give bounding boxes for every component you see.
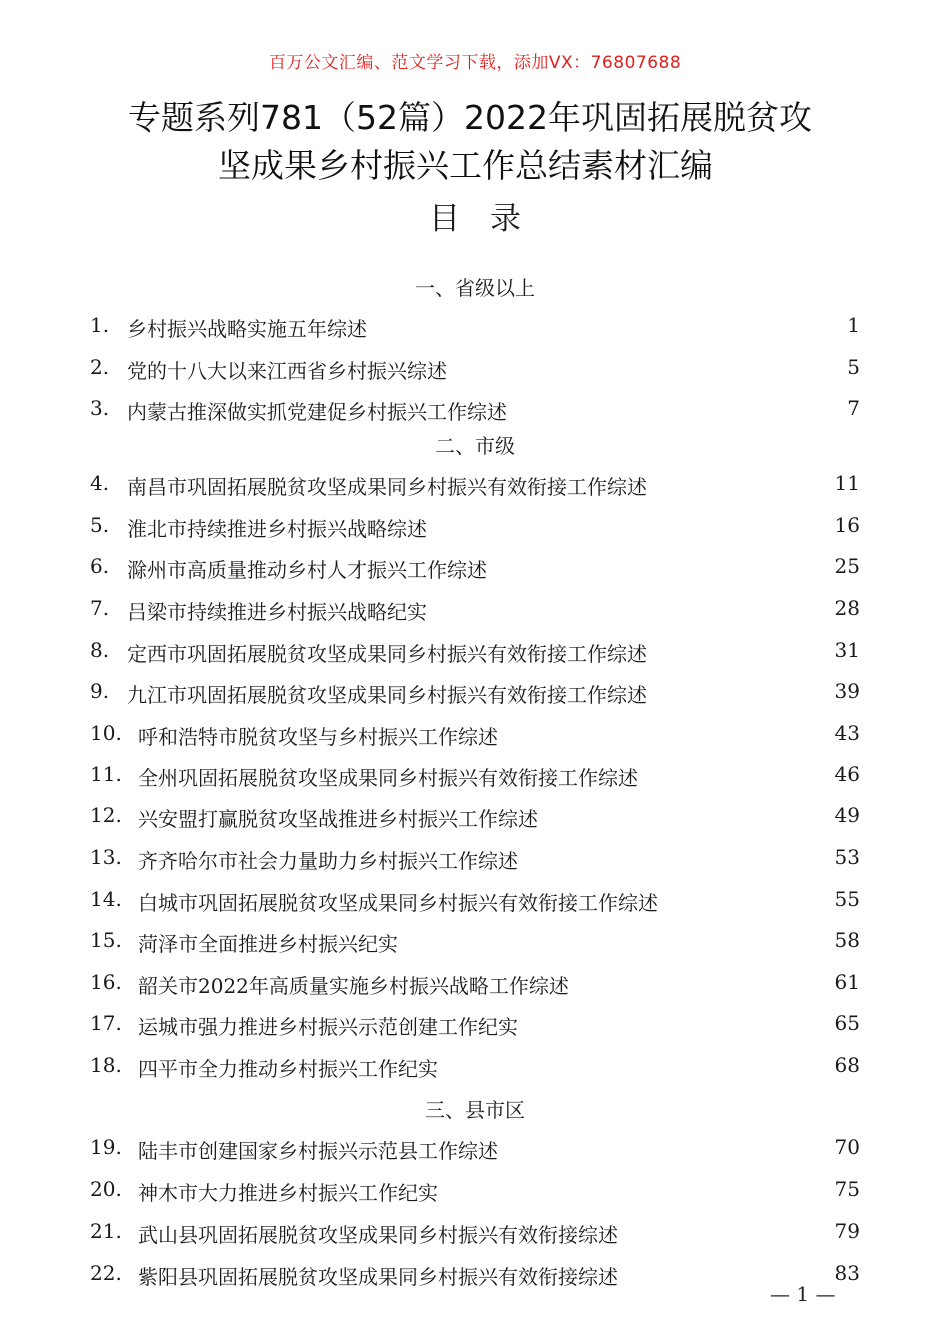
- toc-entry[interactable]: [90, 762, 860, 792]
- toc-entry[interactable]: [90, 313, 860, 343]
- toc-entry-title: 四平市全力推动乡村振兴工作纪实: [138, 1057, 438, 1081]
- toc-entry-page: 46: [834, 762, 860, 786]
- toc-entry-number: 4.: [90, 471, 110, 495]
- toc-entry-title: 南昌市巩固拓展脱贫攻坚成果同乡村振兴有效衔接工作综述: [127, 475, 647, 499]
- toc-entry-page: 7: [847, 396, 860, 420]
- toc-entry-title: 定西市巩固拓展脱贫攻坚成果同乡村振兴有效衔接工作综述: [127, 642, 647, 666]
- toc-entry-number: 16.: [90, 970, 122, 994]
- toc-entry-page: 43: [834, 721, 860, 745]
- toc-entry-title: 滁州市高质量推动乡村人才振兴工作综述: [127, 558, 487, 582]
- toc-entry-number: 20.: [90, 1177, 122, 1201]
- toc-entry-page: 65: [834, 1011, 860, 1035]
- toc-heading: 目录: [429, 201, 551, 237]
- toc-entry[interactable]: [90, 887, 860, 917]
- toc-entry-page: 31: [834, 638, 860, 662]
- document-title-line-2: 坚成果乡村振兴工作总结素材汇编: [218, 146, 713, 185]
- toc-entry-title: 武山县巩固拓展脱贫攻坚成果同乡村振兴有效衔接综述: [138, 1223, 618, 1247]
- toc-entry-title: 吕梁市持续推进乡村振兴战略纪实: [127, 600, 427, 624]
- toc-entry-title: 齐齐哈尔市社会力量助力乡村振兴工作综述: [138, 849, 518, 873]
- toc-entry-number: 9.: [90, 679, 110, 703]
- toc-entry-title: 白城市巩固拓展脱贫攻坚成果同乡村振兴有效衔接工作综述: [138, 891, 658, 915]
- toc-entry[interactable]: [90, 721, 860, 751]
- toc-entry[interactable]: [90, 845, 860, 875]
- toc-entry-title: 九江市巩固拓展脱贫攻坚成果同乡村振兴有效衔接工作综述: [127, 683, 647, 707]
- toc-entry-number: 14.: [90, 887, 122, 911]
- section-heading-provincial: 一、省级以上: [415, 276, 535, 300]
- toc-entry[interactable]: [90, 471, 860, 501]
- toc-entry-title: 乡村振兴战略实施五年综述: [127, 317, 367, 341]
- toc-entry[interactable]: [90, 1135, 860, 1165]
- toc-entry[interactable]: [90, 638, 860, 668]
- toc-entry[interactable]: [90, 1053, 860, 1083]
- toc-entry-title: 内蒙古推深做实抓党建促乡村振兴工作综述: [127, 400, 507, 424]
- toc-entry-page: 61: [834, 970, 860, 994]
- toc-entry-page: 75: [834, 1177, 860, 1201]
- toc-entry-page: 58: [834, 928, 860, 952]
- toc-entry-page: 11: [834, 471, 860, 495]
- toc-entry-title: 党的十八大以来江西省乡村振兴综述: [127, 359, 447, 383]
- toc-entry-title: 兴安盟打赢脱贫攻坚战推进乡村振兴工作综述: [138, 807, 538, 831]
- toc-entry-number: 6.: [90, 554, 110, 578]
- promo-banner: 百万公文汇编、范文学习下载，添加VX：76807688: [268, 53, 682, 73]
- toc-entry-title: 陆丰市创建国家乡村振兴示范县工作综述: [138, 1139, 498, 1163]
- toc-entry[interactable]: [90, 513, 860, 543]
- page-number-footer: — 1 —: [770, 1282, 836, 1306]
- toc-entry-number: 15.: [90, 928, 122, 952]
- toc-entry-number: 3.: [90, 396, 110, 420]
- toc-entry-page: 16: [834, 513, 860, 537]
- toc-entry-page: 55: [834, 887, 860, 911]
- section-heading-city: 二、市级: [435, 434, 515, 458]
- toc-entry-number: 1.: [90, 313, 110, 337]
- toc-entry-number: 22.: [90, 1261, 122, 1285]
- toc-entry[interactable]: [90, 596, 860, 626]
- toc-entry-number: 11.: [90, 762, 122, 786]
- section-heading-county: 三、县市区: [425, 1098, 525, 1122]
- toc-entry-number: 8.: [90, 638, 110, 662]
- toc-entry[interactable]: [90, 970, 860, 1000]
- toc-entry[interactable]: [90, 1219, 860, 1249]
- toc-entry[interactable]: [90, 679, 860, 709]
- toc-entry-title: 淮北市持续推进乡村振兴战略综述: [127, 517, 427, 541]
- toc-entry[interactable]: [90, 554, 860, 584]
- toc-entry-page: 53: [834, 845, 860, 869]
- toc-entry[interactable]: [90, 355, 860, 385]
- toc-entry-number: 19.: [90, 1135, 122, 1159]
- toc-entry-number: 2.: [90, 355, 110, 379]
- toc-entry-title: 全州巩固拓展脱贫攻坚成果同乡村振兴有效衔接工作综述: [138, 766, 638, 790]
- toc-entry[interactable]: [90, 1011, 860, 1041]
- toc-entry-page: 5: [847, 355, 860, 379]
- toc-entry-page: 25: [834, 554, 860, 578]
- toc-entry-number: 13.: [90, 845, 122, 869]
- toc-entry-page: 39: [834, 679, 860, 703]
- toc-entry-number: 10.: [90, 721, 122, 745]
- toc-entry-number: 17.: [90, 1011, 122, 1035]
- toc-entry-number: 21.: [90, 1219, 122, 1243]
- document-title-line-1: 专题系列781（52篇）2022年巩固拓展脱贫攻: [128, 98, 812, 137]
- toc-entry-number: 7.: [90, 596, 110, 620]
- toc-entry-title: 神木市大力推进乡村振兴工作纪实: [138, 1181, 438, 1205]
- toc-entry-page: 70: [834, 1135, 860, 1159]
- toc-entry-title: 呼和浩特市脱贫攻坚与乡村振兴工作综述: [138, 725, 498, 749]
- toc-entry[interactable]: [90, 928, 860, 958]
- toc-entry[interactable]: [90, 396, 860, 426]
- toc-entry-page: 28: [834, 596, 860, 620]
- toc-entry-number: 5.: [90, 513, 110, 537]
- toc-entry-title: 运城市强力推进乡村振兴示范创建工作纪实: [138, 1015, 518, 1039]
- toc-entry-number: 12.: [90, 803, 122, 827]
- toc-entry-page: 79: [834, 1219, 860, 1243]
- toc-entry-page: 49: [834, 803, 860, 827]
- toc-entry-page: 68: [834, 1053, 860, 1077]
- toc-entry-title: 韶关市2022年高质量实施乡村振兴战略工作综述: [138, 974, 569, 998]
- toc-entry-title: 紫阳县巩固拓展脱贫攻坚成果同乡村振兴有效衔接综述: [138, 1265, 618, 1289]
- toc-entry-title: 菏泽市全面推进乡村振兴纪实: [138, 932, 398, 956]
- toc-entry-page: 83: [834, 1261, 860, 1285]
- toc-entry[interactable]: [90, 803, 860, 833]
- toc-entry-number: 18.: [90, 1053, 122, 1077]
- toc-entry[interactable]: [90, 1177, 860, 1207]
- toc-entry-page: 1: [847, 313, 860, 337]
- toc-entry[interactable]: [90, 1261, 860, 1291]
